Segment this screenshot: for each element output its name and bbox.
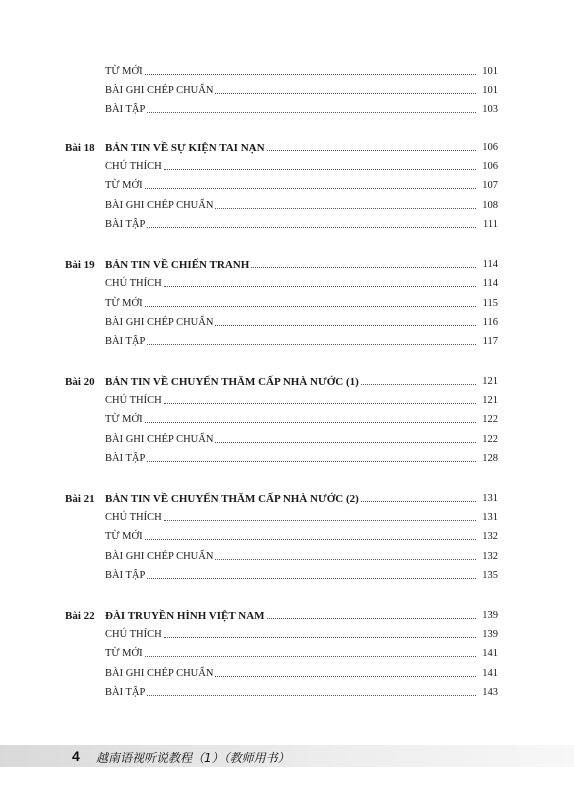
lesson-title: BẢN TIN VỀ CHUYẾN THĂM CẤP NHÀ NƯỚC (1): [105, 376, 359, 388]
entry-title: BÀI GHI CHÉP CHUẨN: [105, 668, 214, 679]
entry-title: BÀI TẬP: [105, 570, 146, 581]
entry-title: TỪ MỚI: [105, 180, 143, 191]
lesson-title: BẢN TIN VỀ CHUYẾN THĂM CẤP NHÀ NƯỚC (2): [105, 493, 359, 505]
page-ref: 114: [482, 278, 498, 289]
toc-entry-row: [105, 566, 498, 582]
dot-leader: [361, 500, 476, 502]
book-title: 越南语视听说教程（1）（教师用书）: [96, 751, 290, 765]
dot-leader: [147, 226, 476, 228]
toc-entry-row: [105, 100, 498, 116]
entry-title: BÀI TẬP: [105, 687, 146, 698]
entry-title: CHÚ THÍCH: [105, 629, 162, 640]
dot-leader: [164, 636, 476, 638]
dot-leader: [147, 111, 476, 113]
page-ref: 141: [482, 648, 498, 659]
dot-leader: [147, 343, 476, 345]
toc-entry-row: [105, 274, 498, 290]
page-ref: 139: [482, 610, 498, 621]
toc-entry-row: [105, 664, 498, 680]
page-ref: 135: [482, 570, 498, 581]
dot-leader: [147, 460, 476, 462]
page-ref: 103: [482, 104, 498, 115]
page-ref: 141: [482, 668, 498, 679]
toc-lesson-row: [65, 489, 498, 505]
toc-entry-row: [105, 176, 498, 192]
dot-leader: [164, 402, 476, 404]
toc-entry-row: [105, 410, 498, 426]
toc-entry-row: [105, 430, 498, 446]
dot-leader: [147, 577, 476, 579]
dot-leader: [215, 324, 476, 326]
dot-leader: [145, 421, 476, 423]
lesson-title: BẢN TIN VỀ SỰ KIỆN TAI NẠN: [105, 142, 265, 154]
entry-title: CHÚ THÍCH: [105, 395, 162, 406]
dot-leader: [267, 617, 476, 619]
dot-leader: [215, 441, 476, 443]
page-ref: 131: [482, 493, 498, 504]
toc-lesson-row: [65, 255, 498, 271]
dot-leader: [145, 187, 476, 189]
dot-leader: [145, 538, 476, 540]
entry-title: BÀI GHI CHÉP CHUẨN: [105, 551, 214, 562]
entry-title: BÀI GHI CHÉP CHUẨN: [105, 317, 214, 328]
page-ref: 108: [482, 200, 498, 211]
dot-leader: [267, 149, 476, 151]
toc-lesson-row: [65, 372, 498, 388]
dot-leader: [164, 519, 476, 521]
page-ref: 111: [483, 219, 498, 230]
toc-entry-row: [105, 215, 498, 231]
dot-leader: [215, 92, 476, 94]
dot-leader: [145, 305, 476, 307]
dot-leader: [215, 207, 476, 209]
toc-entry-row: [105, 62, 498, 78]
entry-title: TỪ MỚI: [105, 648, 143, 659]
dot-leader: [145, 73, 476, 75]
page-ref: 106: [482, 142, 498, 153]
page-ref: 101: [482, 66, 498, 77]
entry-title: CHÚ THÍCH: [105, 161, 162, 172]
lesson-number: Bài 21: [65, 493, 95, 505]
page-ref: 132: [482, 531, 498, 542]
page-ref: 122: [482, 414, 498, 425]
page-ref: 121: [482, 395, 498, 406]
entry-title: CHÚ THÍCH: [105, 278, 162, 289]
entry-title: BÀI TẬP: [105, 219, 146, 230]
entry-title: TỪ MỚI: [105, 531, 143, 542]
dot-leader: [215, 675, 476, 677]
page-ref: 128: [482, 453, 498, 464]
entry-title: BÀI GHI CHÉP CHUẨN: [105, 85, 214, 96]
page-ref: 101: [482, 85, 498, 96]
toc-lesson-row: [65, 606, 498, 622]
dot-leader: [251, 266, 476, 268]
dot-leader: [164, 168, 476, 170]
toc-entry-row: [105, 81, 498, 97]
lesson-number: Bài 20: [65, 376, 95, 388]
entry-title: BÀI GHI CHÉP CHUẨN: [105, 200, 214, 211]
dot-leader: [145, 655, 476, 657]
page-ref: 143: [482, 687, 498, 698]
toc-entry-row: [105, 196, 498, 212]
entry-title: BÀI GHI CHÉP CHUẨN: [105, 434, 214, 445]
lesson-number: Bài 19: [65, 259, 95, 271]
toc-entry-row: [105, 644, 498, 660]
entry-title: TỪ MỚI: [105, 298, 143, 309]
entry-title: TỪ MỚI: [105, 66, 143, 77]
toc-entry-row: [105, 157, 498, 173]
page-ref: 121: [482, 376, 498, 387]
toc-entry-row: [105, 449, 498, 465]
dot-leader: [164, 285, 476, 287]
page-ref: 132: [482, 551, 498, 562]
toc-entry-row: [105, 508, 498, 524]
toc-entry-row: [105, 683, 498, 699]
dot-leader: [215, 558, 476, 560]
toc-entry-row: [105, 313, 498, 329]
entry-title: BÀI TẬP: [105, 453, 146, 464]
entry-title: TỪ MỚI: [105, 414, 143, 425]
dot-leader: [147, 694, 476, 696]
entry-title: BÀI TẬP: [105, 336, 146, 347]
lesson-title: BẢN TIN VỀ CHIẾN TRANH: [105, 259, 250, 271]
page-ref: 114: [482, 259, 498, 270]
page-ref: 117: [482, 336, 498, 347]
page-ref: 106: [482, 161, 498, 172]
lesson-title: ĐÀI TRUYỀN HÌNH VIỆT NAM: [105, 610, 265, 622]
toc-entry-row: [105, 547, 498, 563]
page-ref: 115: [482, 298, 498, 309]
toc-entry-row: [105, 332, 498, 348]
page-number: 4: [72, 748, 80, 764]
page-ref: 107: [482, 180, 498, 191]
toc-lesson-row: [65, 138, 498, 154]
toc-entry-row: [105, 391, 498, 407]
page-ref: 116: [482, 317, 498, 328]
dot-leader: [361, 383, 476, 385]
toc-entry-row: [105, 527, 498, 543]
page-ref: 131: [482, 512, 498, 523]
entry-title: BÀI TẬP: [105, 104, 146, 115]
lesson-number: Bài 18: [65, 142, 95, 154]
toc-entry-row: [105, 625, 498, 641]
lesson-number: Bài 22: [65, 610, 95, 622]
toc-entry-row: [105, 294, 498, 310]
page-ref: 139: [482, 629, 498, 640]
entry-title: CHÚ THÍCH: [105, 512, 162, 523]
page-ref: 122: [482, 434, 498, 445]
